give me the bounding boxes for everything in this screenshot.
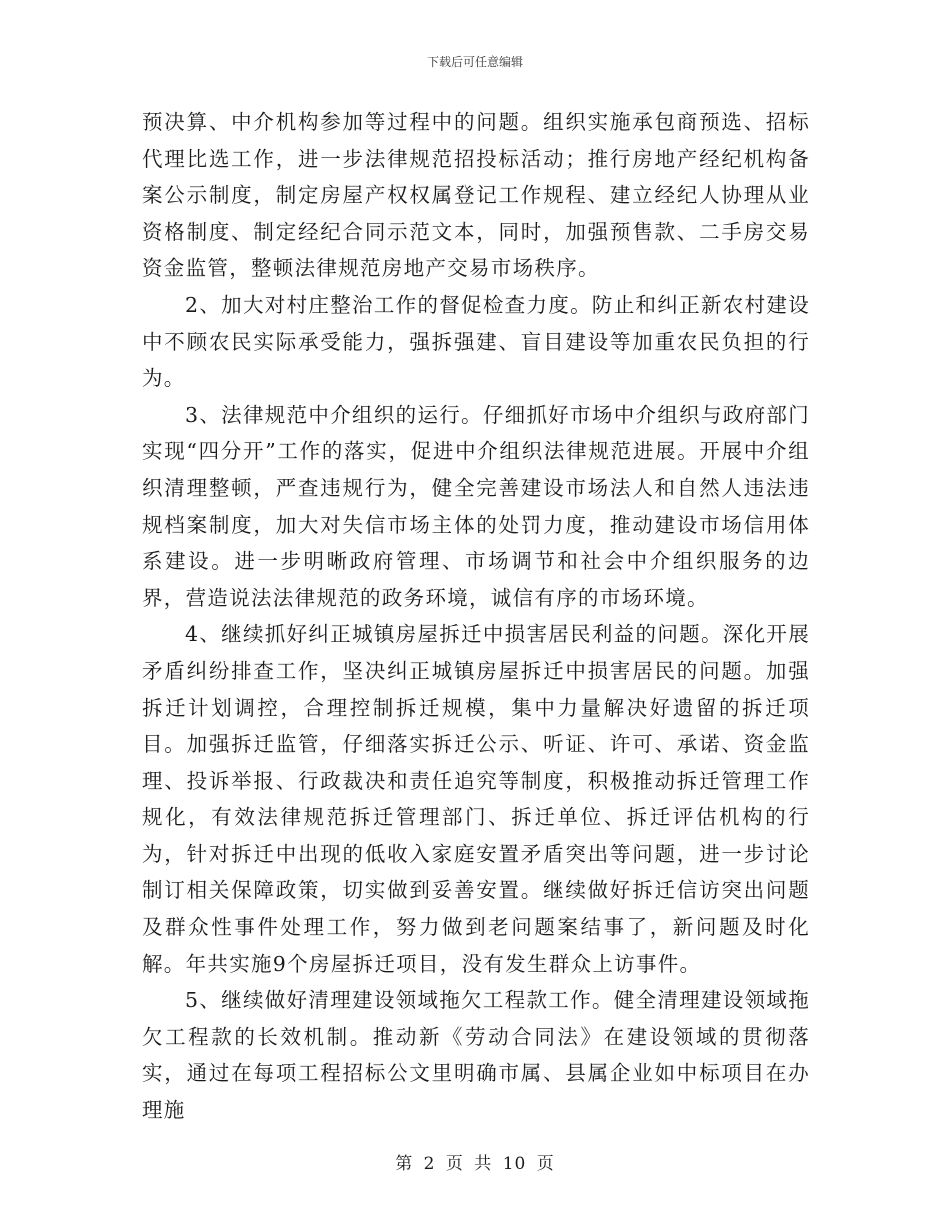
page-number-footer: 第 2 页 共 10 页 <box>395 1154 555 1174</box>
document-body <box>142 104 810 1129</box>
page-header-note: 下载后可任意编辑 <box>426 55 523 69</box>
paragraph-continuation: 预决算、中介机构参加等过程中的问题。组织实施承包商预选、招标代理比选工作，进一步法律规范招投标活动；推行房地产经纪机构备案公示制度，制定房屋产权权属登记工作规程、建立经纪人协理从业资格制度、制定经纪合同示范文本，同时，加强预售款、二手房交易资金监管，整顿法律规范房地产交易市场秩序。 <box>142 110 810 281</box>
paragraph-item-4: 4、继续抓好纠正城镇房屋拆迁中损害居民利益的问题。深化开展矛盾纠纷排查工作，坚决纠正城镇房屋拆迁中损害居民的问题。加强拆迁计划调控，合理控制拆迁规模，集中力量解决好遗留的拆迁项目。加强拆迁监管，仔细落实拆迁公示、听证、许可、承诺、资金监理、投诉举报、行政裁决和责任追究等制度，积极推动拆迁管理工作规化，有效法律规范拆迁管理部门、拆迁单位、拆迁评估机构的行为，针对拆迁中出现的低收入家庭安置矛盾突出等问题，进一步讨论制订相关保障政策，切实做到妥善安置。继续做好拆迁信访突出问题及群众性事件处理工作，努力做到老问题案结事了，新问题及时化解。年共实施9个房屋拆迁项目，没有发生群众上访事件。 <box>142 622 810 976</box>
paragraph-item-5: 5、继续做好清理建设领域拖欠工程款工作。健全清理建设领域拖欠工程款的长效机制。推动新《劳动合同法》在建设领域的贯彻落实，通过在每项工程招标公文里明确市属、县属企业如中标项目在办理施 <box>142 988 810 1123</box>
paragraph-item-3: 3、法律规范中介组织的运行。仔细抓好市场中介组织与政府部门实现“四分开”工作的落实，促进中介组织法律规范进展。开展中介组织清理整顿，严查违规行为，健全完善建设市场法人和自然人违法违规档案制度，加大对失信市场主体的处罚力度，推动建设市场信用体系建设。进一步明晰政府管理、市场调节和社会中介组织服务的边界，营造说法法律规范的政务环境，诚信有序的市场环境。 <box>142 402 810 610</box>
paragraph-item-2: 2、加大对村庄整治工作的督促检查力度。防止和纠正新农村建设中不顾农民实际承受能力，强拆强建、盲目建设等加重农民负担的行为。 <box>142 292 810 391</box>
